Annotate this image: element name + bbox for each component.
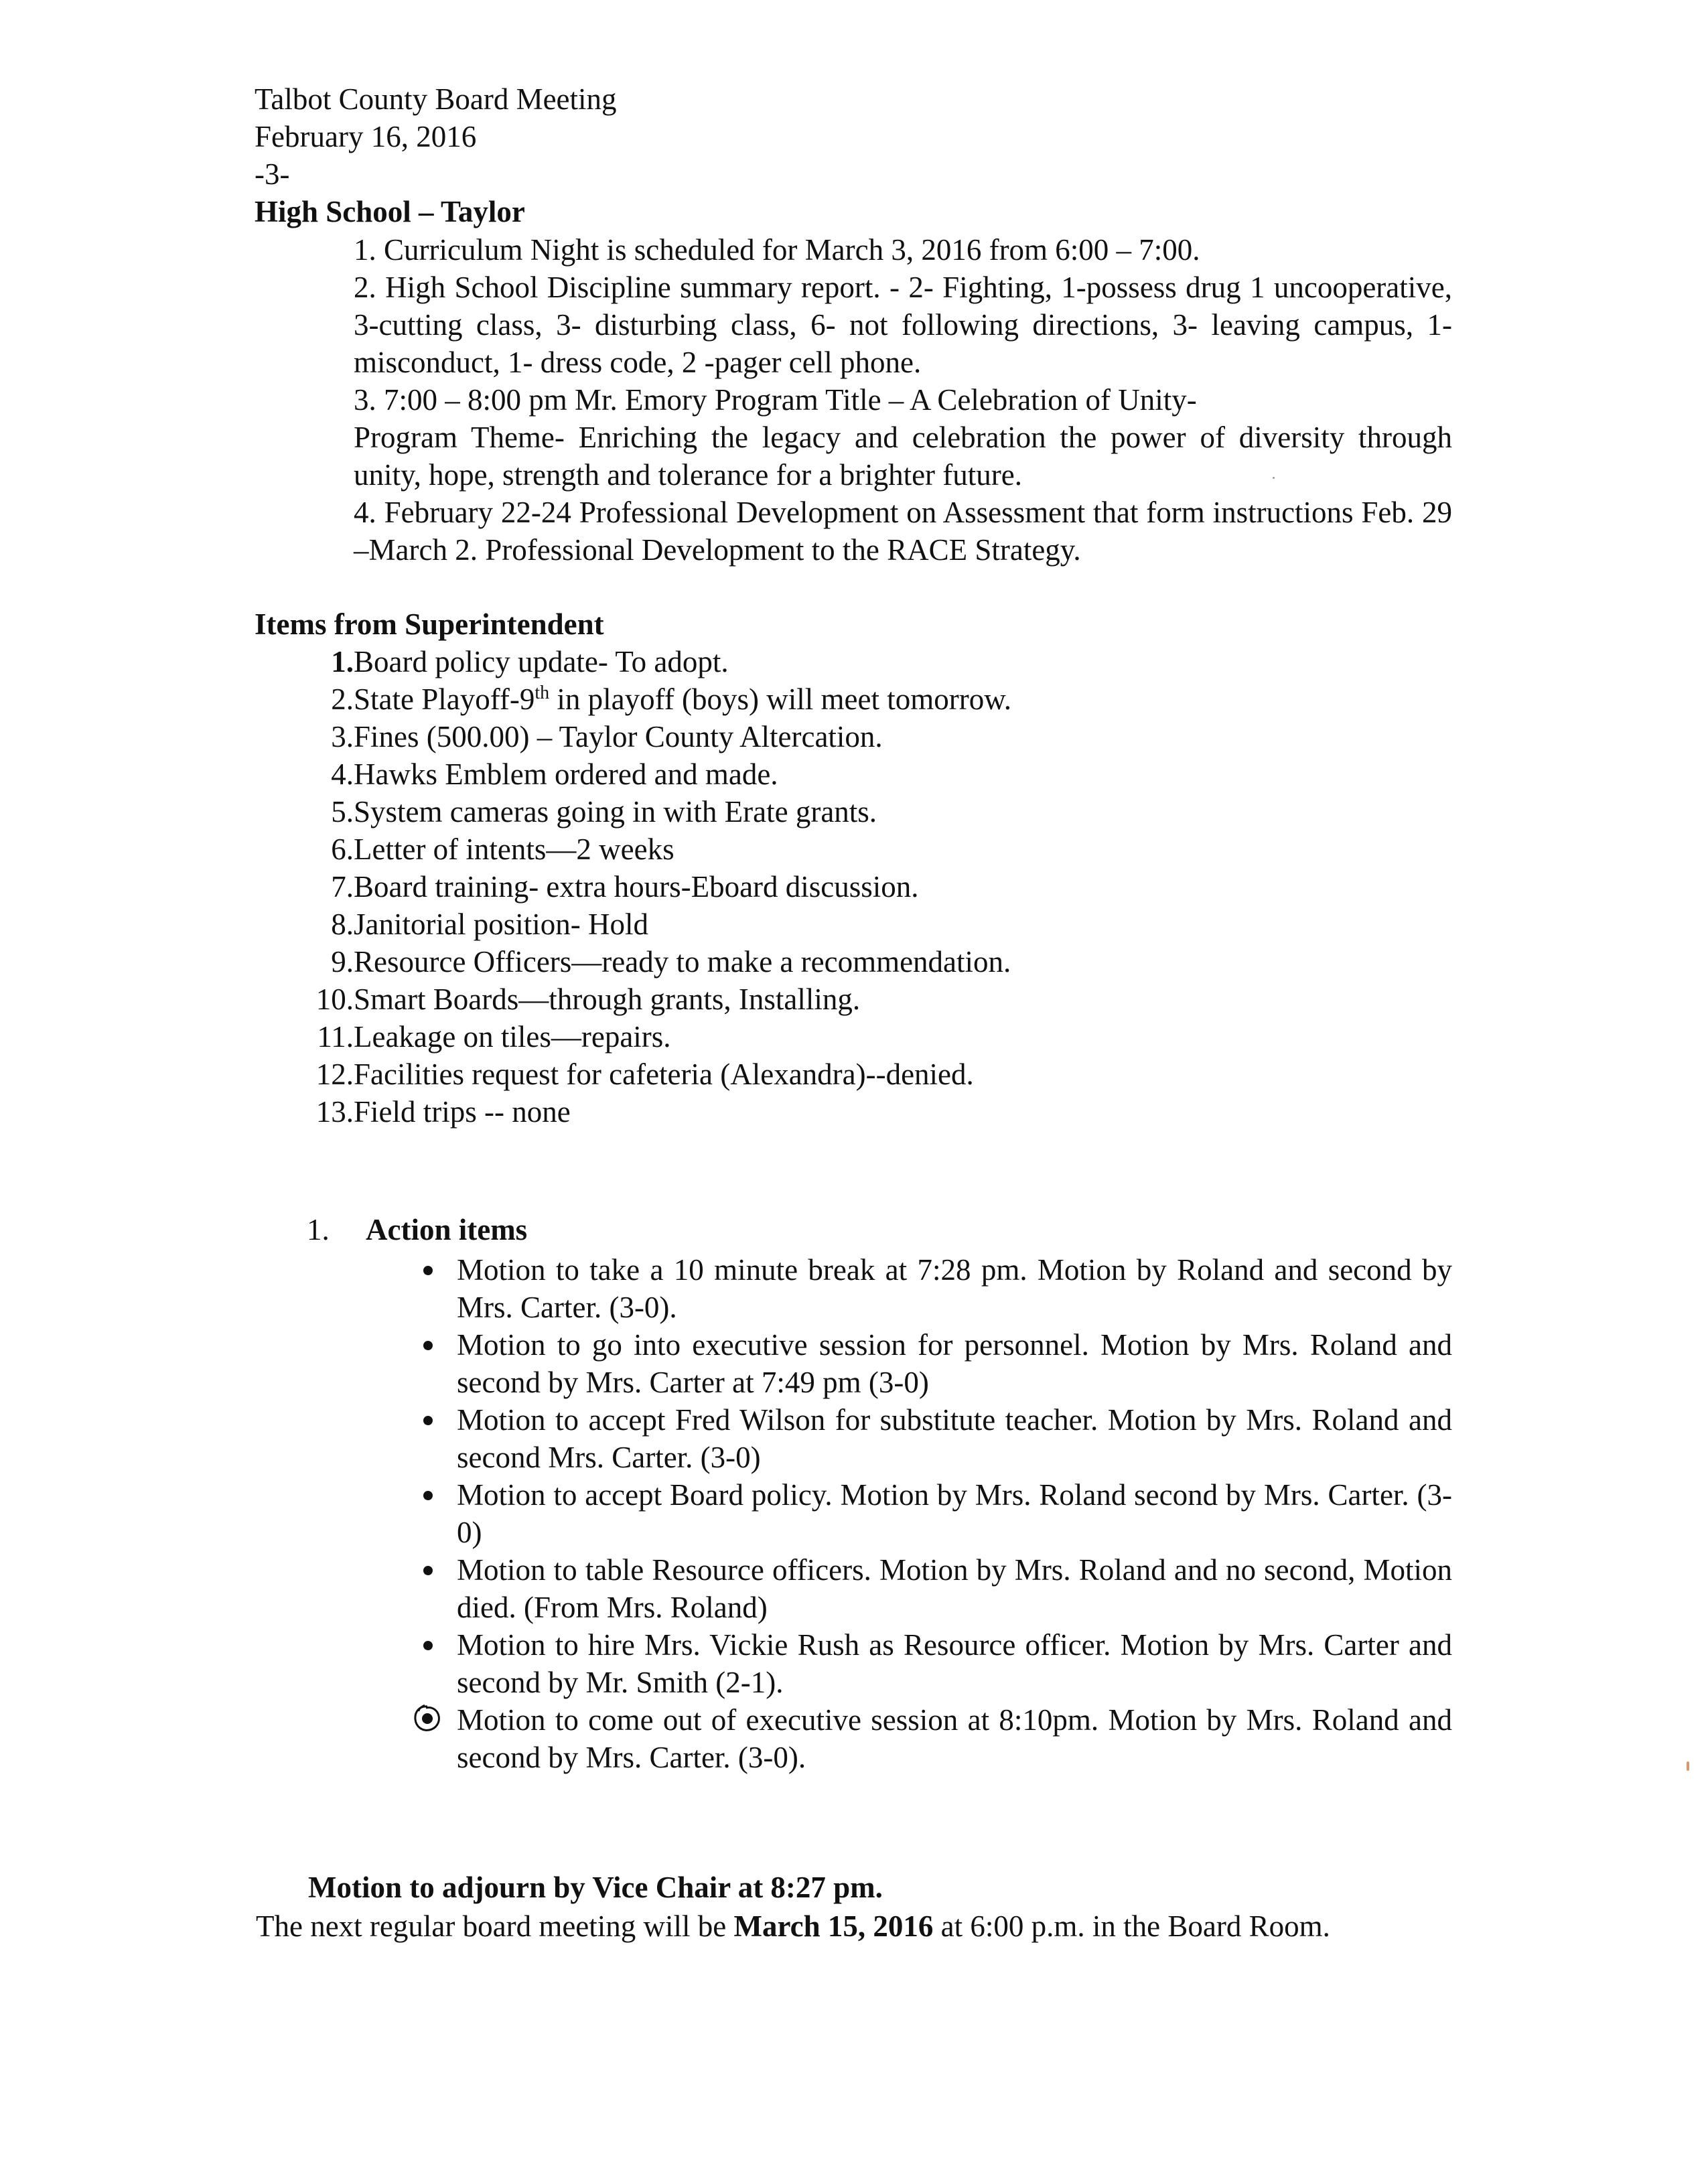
motion-item (423, 1626, 1452, 1701)
list-item-text: Letter of intents—2 weeks (354, 832, 674, 866)
list-item (295, 718, 1433, 755)
scan-speck (1273, 477, 1275, 479)
list-item (295, 680, 1433, 718)
action-items-title: Action items (366, 1213, 528, 1246)
list-item (295, 1056, 1433, 1093)
list-item-number: 10. (315, 983, 354, 1016)
motion-item (423, 1476, 1452, 1551)
motion-item (423, 1251, 1452, 1326)
motion-item (423, 1701, 1452, 1776)
high-school-items (354, 231, 1452, 569)
list-item-number: 11. (317, 1020, 354, 1054)
bullet-icon (423, 1266, 433, 1275)
list-item-number: 4. (331, 757, 354, 791)
list-item-text-part: State Playoff-9 (354, 682, 535, 716)
superintendent-heading: Items from Superintendent (255, 607, 604, 641)
high-school-item-4: 4. February 22-24 Professional Development on Assessment that form instructions Feb. 29 –March 2. Professional Development to the RACE Strategy. (354, 496, 1452, 567)
list-item (295, 981, 1433, 1018)
list-item (295, 868, 1433, 906)
high-school-item-3-theme: Program Theme- Enriching the legacy and celebration the power of diversity through unity, hope, strength and tolerance for a brighter future. (354, 421, 1452, 492)
list-item-number: 9. (331, 945, 354, 979)
hand-circled-bullet-icon (411, 1703, 443, 1735)
superscript: th (535, 682, 550, 703)
motion-text: Motion to table Resource officers. Motion by Mrs. Roland and no second, Motion died. (From Mrs. Roland) (457, 1553, 1452, 1624)
list-item-text: Hawks Emblem ordered and made. (354, 757, 778, 791)
scan-mark (1687, 1761, 1689, 1771)
list-item (295, 643, 1433, 680)
list-item-number: 8. (331, 908, 354, 941)
list-item-number: 2. (331, 682, 354, 716)
bullet-icon (423, 1566, 433, 1575)
header-date: February 16, 2016 (255, 120, 477, 153)
list-item-text: Smart Boards—through grants, Installing. (354, 983, 861, 1016)
list-item-number: 6. (331, 832, 354, 866)
list-item-text: Board training- extra hours-Eboard discussion. (354, 870, 919, 903)
list-item (295, 1093, 1433, 1131)
list-item (295, 830, 1433, 868)
next-meeting-text-end: at 6:00 p.m. in the Board Room. (933, 1909, 1330, 1943)
motion-item (423, 1326, 1452, 1401)
list-item-text: Board policy update- To adopt. (354, 645, 729, 678)
header-title: Talbot County Board Meeting (255, 82, 617, 116)
bullet-icon (423, 1341, 433, 1350)
document-header (255, 80, 617, 193)
motion-item (423, 1551, 1452, 1626)
list-item-number: 1. (331, 645, 354, 678)
list-item-number: 3. (331, 720, 354, 753)
high-school-item-1: 1. Curriculum Night is scheduled for March 3, 2016 from 6:00 – 7:00. (354, 233, 1200, 267)
motion-text: Motion to come out of executive session at 8:10pm. Motion by Mrs. Roland and second by Mrs. Carter. (3-0). (457, 1703, 1452, 1774)
motion-item (423, 1401, 1452, 1476)
motion-text: Motion to go into executive session for personnel. Motion by Mrs. Roland and second by Mrs. Carter at 7:49 pm (3-0) (457, 1328, 1452, 1399)
adjourn-statement: Motion to adjourn by Vice Chair at 8:27 pm. (308, 1871, 883, 1904)
list-item-number: 5. (331, 795, 354, 828)
bullet-icon (423, 1416, 433, 1425)
high-school-heading: High School – Taylor (255, 195, 525, 228)
list-item (295, 1018, 1433, 1056)
next-meeting-date: March 15, 2016 (733, 1909, 934, 1943)
list-item-text: Resource Officers—ready to make a recommendation. (354, 945, 1011, 979)
high-school-item-2: 2. High School Discipline summary report. - 2- Fighting, 1-possess drug 1 uncooperative, 3-cutting class, 3- disturbing class, 6- not following directions, 3- leaving campus, 1- misconduct, 1- dress code, 2 -pager cell phone. (354, 271, 1452, 379)
list-item-text: Leakage on tiles—repairs. (354, 1020, 671, 1054)
motion-list (423, 1251, 1452, 1776)
list-item (295, 793, 1433, 830)
list-item-number: 12. (315, 1058, 354, 1091)
motion-text: Motion to take a 10 minute break at 7:28 pm. Motion by Roland and second by Mrs. Carter. (3-0). (457, 1253, 1452, 1324)
next-meeting-statement (256, 1907, 1330, 1945)
bullet-icon (423, 1491, 433, 1500)
list-item-text: System cameras going in with Erate grants. (354, 795, 877, 828)
page-number: -3- (255, 157, 290, 191)
list-item-text: Field trips -- none (354, 1095, 571, 1129)
list-item-text (354, 680, 1011, 718)
list-item (295, 755, 1433, 793)
list-item-text-part: in playoff (boys) will meet tomorrow. (549, 682, 1012, 716)
list-item-text: Facilities request for cafeteria (Alexandra)--denied. (354, 1058, 974, 1091)
motion-text: Motion to accept Board policy. Motion by Mrs. Roland second by Mrs. Carter. (3-0) (457, 1478, 1452, 1549)
action-items-heading (307, 1211, 527, 1248)
superintendent-items (295, 643, 1433, 1131)
next-meeting-text: The next regular board meeting will be (256, 1909, 734, 1943)
list-item-text: Janitorial position- Hold (354, 908, 648, 941)
action-items-number: 1. (307, 1213, 330, 1246)
motion-text: Motion to accept Fred Wilson for substitute teacher. Motion by Mrs. Roland and second Mrs. Carter. (3-0) (457, 1403, 1452, 1474)
list-item-number: 13. (315, 1095, 354, 1129)
list-item (295, 906, 1433, 943)
bullet-icon (423, 1641, 433, 1650)
high-school-item-3: 3. 7:00 – 8:00 pm Mr. Emory Program Title – A Celebration of Unity- (354, 383, 1197, 417)
list-item (295, 943, 1433, 981)
list-item-number: 7. (331, 870, 354, 903)
motion-text: Motion to hire Mrs. Vickie Rush as Resource officer. Motion by Mrs. Carter and second by Mr. Smith (2-1). (457, 1628, 1452, 1699)
list-item-text: Fines (500.00) – Taylor County Altercation. (354, 720, 883, 753)
